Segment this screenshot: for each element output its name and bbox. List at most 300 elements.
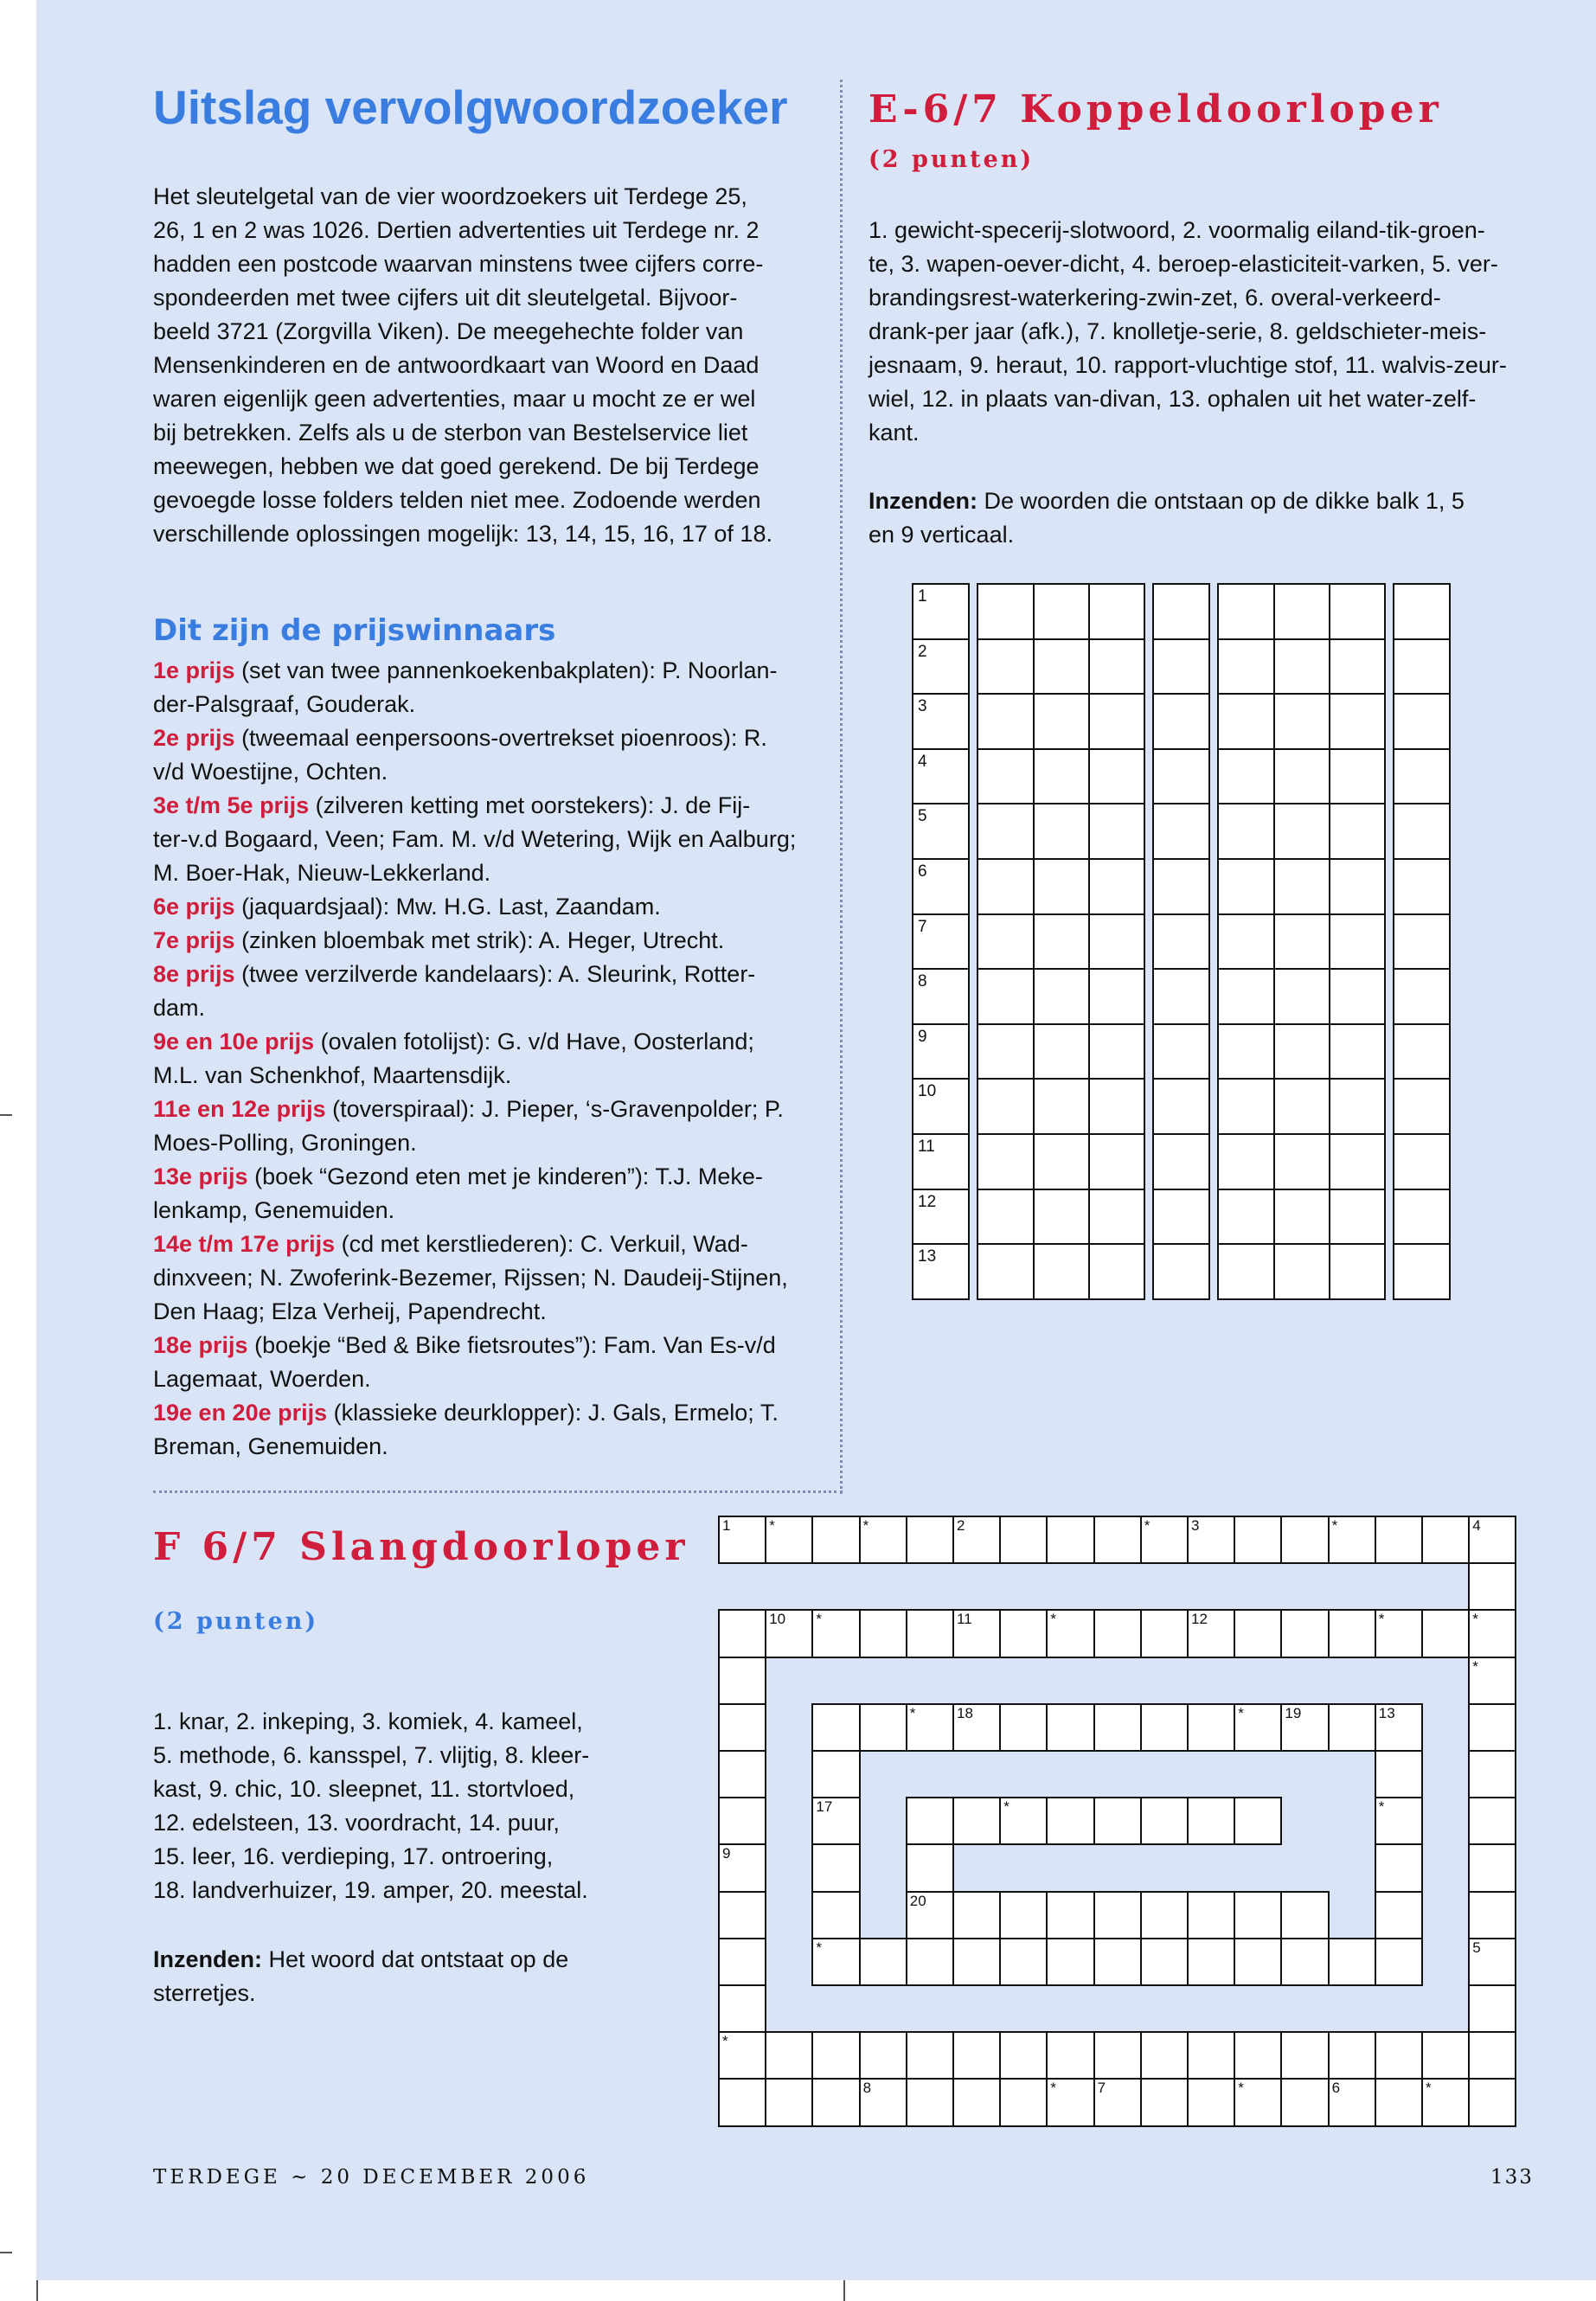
slang-cell: [1468, 1938, 1516, 1986]
star-marker: *: [816, 1939, 823, 1956]
koppel-cell: [977, 638, 1035, 695]
slang-cell: [1421, 2078, 1470, 2126]
winner-line: [153, 823, 871, 856]
koppel-cell: [1393, 693, 1451, 750]
slang-submit-text-1: Het woord dat ontstaat op de: [262, 1946, 569, 1972]
koppel-cell: [1033, 968, 1090, 1025]
slang-cell: [1234, 2078, 1282, 2126]
star-marker: *: [722, 2033, 728, 2050]
slang-cell: [999, 2031, 1048, 2080]
slang-cell: [1187, 1938, 1235, 1986]
magazine-page: [36, 0, 1596, 2280]
winner-line: [153, 1059, 871, 1093]
slang-cell: [999, 1891, 1048, 1939]
winner-text: der-Palsgraaf, Gouderak.: [153, 691, 416, 717]
slang-cell: [811, 2031, 860, 2080]
star-marker: *: [1238, 1704, 1244, 1721]
koppel-cell: [1217, 1023, 1275, 1080]
slang-cell: [1187, 1797, 1235, 1845]
koppel-cell: [1033, 803, 1090, 860]
koppel-number-cell: [912, 583, 970, 640]
koppel-cell: [1329, 693, 1386, 750]
koppel-cell: [1329, 1023, 1386, 1080]
slang-cell: [1280, 1703, 1329, 1752]
slang-cell: [1375, 1843, 1423, 1892]
koppel-cell: [1088, 748, 1145, 805]
winner-line: [153, 654, 871, 688]
slang-cell: [1140, 2031, 1189, 2080]
star-marker: *: [1472, 1657, 1478, 1675]
star-marker: *: [909, 1704, 916, 1721]
slang-cell-number: 1: [722, 1517, 731, 1534]
prize-label: 19e en 20e prijs: [153, 1400, 328, 1426]
koppel-clue-line: drank-per jaar (afk.), 7. knolletje-serie, 8. geldschieter-meis-: [869, 318, 1487, 344]
winner-text: (klassieke deurklopper): J. Gals, Ermelo; T.: [327, 1400, 779, 1426]
koppel-cell: [1273, 748, 1330, 805]
koppel-number-cell: [912, 968, 970, 1025]
koppel-cell: [1329, 638, 1386, 695]
koppel-cell: [1152, 1133, 1210, 1190]
slang-cell: [1375, 1516, 1423, 1564]
crop-mark: [843, 2280, 845, 2301]
koppel-number-cell: [912, 858, 970, 915]
koppel-cell: [1273, 1133, 1330, 1190]
winner-text: (cd met kerstliederen): C. Verkuil, Wad-: [335, 1231, 748, 1257]
koppel-clue-line: kant.: [869, 420, 920, 445]
koppel-cell: [1152, 1189, 1210, 1246]
winner-line: [153, 958, 871, 991]
slang-cell: [1234, 1797, 1282, 1845]
star-marker: *: [1144, 1517, 1151, 1534]
koppel-cell: [977, 968, 1035, 1025]
winner-line: [153, 1025, 871, 1059]
koppel-row-number: 10: [918, 1082, 937, 1101]
slang-cell: [1140, 1797, 1189, 1845]
slang-cell-number: 8: [862, 2080, 872, 2097]
star-marker: *: [1050, 1611, 1057, 1628]
slang-cell: [1187, 2031, 1235, 2080]
slang-cell: [1234, 2031, 1282, 2080]
koppel-cell: [1393, 638, 1451, 695]
slang-cell: [1093, 1516, 1142, 1564]
koppel-cell: [1273, 1078, 1330, 1135]
slang-cell: [1421, 1609, 1470, 1657]
prize-label: 11e en 12e prijs: [153, 1096, 326, 1122]
koppel-cell: [1033, 1133, 1090, 1190]
koppel-cell: [1152, 693, 1210, 750]
star-marker: *: [1472, 1611, 1478, 1628]
slang-cell: [1375, 1703, 1423, 1752]
crop-mark: [36, 2280, 38, 2301]
slang-cell: [1234, 1938, 1282, 1986]
slang-cell: [1140, 1938, 1189, 1986]
slang-submit-text-2: sterretjes.: [153, 1980, 256, 2006]
koppel-cell: [1329, 913, 1386, 971]
koppel-cell: [1217, 1133, 1275, 1190]
slang-cell-number: 3: [1191, 1517, 1200, 1534]
koppel-row-number: 2: [918, 642, 927, 661]
koppel-cell: [1088, 1078, 1145, 1135]
koppel-cell: [977, 913, 1035, 971]
winner-line: [153, 1396, 871, 1430]
koppel-row-number: 4: [918, 752, 927, 771]
slang-cell: [1234, 1891, 1282, 1939]
slang-cell-number: 7: [1097, 2080, 1106, 2097]
koppel-cell: [1329, 1189, 1386, 1246]
slang-cell: [1093, 2078, 1142, 2126]
prize-label: 13e prijs: [153, 1163, 248, 1189]
slang-cell: [765, 2078, 813, 2126]
slang-cell: [1280, 2078, 1329, 2126]
slang-cell: [952, 2078, 1001, 2126]
winner-text: dinxveen; N. Zwoferink-Bezemer, Rijssen; N. Daudeij-Stijnen,: [153, 1265, 788, 1291]
koppel-submit-text-2: en 9 verticaal.: [869, 522, 1015, 548]
prize-label: 14e t/m 17e prijs: [153, 1231, 336, 1257]
winner-text: dam.: [153, 995, 206, 1021]
winner-text: (boek “Gezond eten met je kinderen”): T.J. Meke-: [247, 1163, 763, 1189]
slang-cell: [765, 1516, 813, 1564]
winner-line: [153, 924, 871, 958]
star-marker: *: [1050, 2080, 1057, 2097]
koppel-cell: [1273, 693, 1330, 750]
slang-cell-number: 2: [957, 1517, 965, 1534]
slang-cell: [1046, 1891, 1094, 1939]
slang-cell: [1187, 1703, 1235, 1752]
slang-cell: [906, 1891, 954, 1939]
koppel-cell: [1217, 968, 1275, 1025]
koppel-cell: [1152, 638, 1210, 695]
slang-cell: [1468, 1562, 1516, 1611]
slang-cell: [1328, 1938, 1376, 1986]
koppel-cell: [1217, 1189, 1275, 1246]
slang-cell: [718, 1938, 766, 1986]
intro-line: verschillende oplossingen mogelijk: 13, 14, 15, 16, 17 of 18.: [153, 521, 772, 547]
koppel-cell: [1393, 583, 1451, 640]
slang-points: (2 punten): [153, 1608, 319, 1635]
koppel-row-number: 7: [918, 917, 927, 936]
slang-cell: [999, 1703, 1048, 1752]
slang-cell: [859, 2078, 907, 2126]
koppel-row-number: 3: [918, 697, 927, 716]
koppel-cell: [1273, 583, 1330, 640]
koppel-cell: [1393, 1078, 1451, 1135]
koppel-cell: [1152, 858, 1210, 915]
slang-cell: [999, 1516, 1048, 1564]
winner-text: Lagemaat, Woerden.: [153, 1366, 371, 1392]
slang-cell: [1140, 1891, 1189, 1939]
slang-cell: [1328, 2078, 1376, 2126]
slang-cell: [952, 1938, 1001, 1986]
slang-cell: [952, 1703, 1001, 1752]
koppel-cell: [977, 583, 1035, 640]
slang-cell: [1375, 1891, 1423, 1939]
koppel-row-number: 12: [918, 1192, 937, 1211]
koppel-cell: [1033, 1243, 1090, 1300]
koppel-cell: [1329, 748, 1386, 805]
koppel-cell: [977, 748, 1035, 805]
slang-cell: [1468, 1703, 1516, 1752]
star-marker: *: [769, 1517, 775, 1534]
slang-heading: F 6/7 Slangdoorloper: [153, 1525, 689, 1569]
prize-label: 7e prijs: [153, 927, 235, 953]
star-marker: *: [862, 1517, 869, 1534]
intro-line: waren eigenlijk geen advertenties, maar u mocht ze er wel: [153, 386, 756, 412]
crop-mark: [0, 2252, 12, 2253]
slang-cell-number: 11: [957, 1611, 972, 1628]
koppel-cell: [1033, 1023, 1090, 1080]
koppel-cell: [977, 803, 1035, 860]
koppel-number-cell: [912, 913, 970, 971]
koppel-submit: [869, 484, 1569, 552]
star-marker: *: [1331, 1517, 1338, 1534]
slang-cell: [1093, 1703, 1142, 1752]
winner-text: (zinken bloembak met strik): A. Heger, Utrecht.: [234, 927, 725, 953]
koppel-cell: [1152, 968, 1210, 1025]
slang-cell: [1234, 1703, 1282, 1752]
slang-cell: [811, 1750, 860, 1798]
koppel-clue-line: brandingsrest-waterkering-zwin-zet, 6. overal-verkeerd-: [869, 285, 1441, 311]
slang-cell: [1468, 2031, 1516, 2080]
slang-cell: [999, 1797, 1048, 1845]
koppel-clue-line: wiel, 12. in plaats van-divan, 13. ophalen uit het water-zelf-: [869, 386, 1477, 412]
slang-cell: [1046, 2031, 1094, 2080]
slang-cell: [1187, 1891, 1235, 1939]
koppel-cell: [1217, 748, 1275, 805]
winner-line: [153, 688, 871, 721]
koppel-submit-label: Inzenden:: [869, 488, 977, 514]
winner-line: [153, 755, 871, 789]
koppel-cell: [1088, 1023, 1145, 1080]
slang-cell: [1280, 1938, 1329, 1986]
slang-cell: [906, 1703, 954, 1752]
slang-cell: [906, 1609, 954, 1657]
star-marker: *: [1426, 2080, 1432, 2097]
winner-line: [153, 1227, 871, 1261]
slang-cell: [718, 1843, 766, 1892]
slang-cell: [952, 1891, 1001, 1939]
koppel-row-number: 9: [918, 1027, 927, 1046]
footer-publication: TERDEGE ~ 20 DECEMBER 2006: [153, 2166, 590, 2189]
slang-cell: [1140, 1516, 1189, 1564]
prize-label: 18e prijs: [153, 1332, 248, 1358]
intro-line: Mensenkinderen en de antwoordkaart van Woord en Daad: [153, 352, 760, 378]
koppel-cell: [1088, 913, 1145, 971]
slang-cell: [811, 1843, 860, 1892]
koppel-cell: [1393, 913, 1451, 971]
slang-cell: [1375, 1797, 1423, 1845]
slang-cell-number: 13: [1378, 1704, 1395, 1721]
koppel-cell: [977, 1078, 1035, 1135]
slang-cell: [1468, 1750, 1516, 1798]
slang-cell: [811, 1891, 860, 1939]
winner-text: Den Haag; Elza Verheij, Papendrecht.: [153, 1298, 547, 1324]
koppel-cell: [1393, 1189, 1451, 1246]
slang-cell: [952, 1516, 1001, 1564]
crop-mark: [0, 1114, 12, 1116]
winner-text: ter-v.d Bogaard, Veen; Fam. M. v/d Wetering, Wijk en Aalburg;: [153, 826, 797, 852]
slang-clue-line: 1. knar, 2. inkeping, 3. komiek, 4. kameel,: [153, 1708, 583, 1734]
koppel-cell: [1152, 1078, 1210, 1135]
winner-text: (boekje “Bed & Bike fietsroutes”): Fam. Van Es-v/d: [247, 1332, 776, 1358]
koppel-cell: [1217, 693, 1275, 750]
winner-text: Breman, Genemuiden.: [153, 1433, 388, 1459]
slang-cell: [999, 1609, 1048, 1657]
slang-cell: [1468, 1984, 1516, 2033]
koppel-row-number: 5: [918, 807, 927, 826]
winner-line: [153, 1362, 871, 1396]
slang-cell: [718, 2078, 766, 2126]
section-divider: [153, 1490, 843, 1493]
slang-cell: [1375, 1609, 1423, 1657]
slang-cell: [1375, 1938, 1423, 1986]
slang-cell: [1375, 1750, 1423, 1798]
slang-cell: [906, 2078, 954, 2126]
koppel-cell: [1088, 1189, 1145, 1246]
koppel-cell: [977, 1023, 1035, 1080]
koppel-points: (2 punten): [869, 146, 1035, 173]
slang-cell: [811, 1609, 860, 1657]
slang-cell: [1375, 2078, 1423, 2126]
page-title: Uitslag vervolgwoordzoeker: [153, 80, 788, 134]
slang-clue-line: 5. methode, 6. kansspel, 7. vlijtig, 8. kleer-: [153, 1742, 590, 1768]
star-marker: *: [1238, 2080, 1244, 2097]
koppel-cell: [1088, 1243, 1145, 1300]
intro-line: gevoegde losse folders telden niet mee. Zodoende werden: [153, 487, 761, 513]
slang-submit: [153, 1943, 707, 2010]
koppel-cell: [1393, 1023, 1451, 1080]
koppel-cell: [1217, 638, 1275, 695]
koppel-cell: [1088, 968, 1145, 1025]
page-number: 133: [1490, 2166, 1534, 2189]
prize-label: 3e t/m 5e prijs: [153, 792, 310, 818]
slang-cell: [906, 1843, 954, 1892]
winner-text: (twee verzilverde kandelaars): A. Sleurink, Rotter-: [234, 961, 756, 987]
koppel-cell: [1329, 583, 1386, 640]
winner-line: [153, 1295, 871, 1329]
star-marker: *: [1378, 1798, 1385, 1816]
slang-cell: [1234, 1516, 1282, 1564]
slang-cell: [906, 1938, 954, 1986]
koppel-cell: [1329, 1243, 1386, 1300]
slang-cell: [1093, 1938, 1142, 1986]
koppel-cell: [1088, 858, 1145, 915]
slang-cell-number: 18: [957, 1704, 973, 1721]
koppel-number-cell: [912, 1189, 970, 1246]
slang-cell-number: 6: [1331, 2080, 1341, 2097]
slang-cell: [859, 2031, 907, 2080]
slang-cell: [765, 1609, 813, 1657]
winner-line: [153, 721, 871, 755]
intro-line: hadden een postcode waarvan minstens twee cijfers corre-: [153, 251, 764, 277]
koppel-cell: [1217, 1243, 1275, 1300]
intro-line: beeld 3721 (Zorgvilla Viken). De meegehechte folder van: [153, 318, 744, 344]
slang-cell: [1375, 2031, 1423, 2080]
slang-cell: [859, 1609, 907, 1657]
slang-cell: [1046, 1516, 1094, 1564]
slang-cell: [1280, 2031, 1329, 2080]
koppel-row-number: 6: [918, 862, 927, 881]
slang-clue-line: 15. leer, 16. verdieping, 17. ontroering,: [153, 1843, 554, 1869]
koppel-number-cell: [912, 638, 970, 695]
slang-clue-line: 12. edelsteen, 13. voordracht, 14. puur,: [153, 1810, 560, 1836]
slang-cell: [1140, 2078, 1189, 2126]
slang-cell: [718, 1516, 766, 1564]
winner-text: (set van twee pannenkoekenbakplaten): P. Noorlan-: [234, 657, 778, 683]
slang-cell: [718, 1797, 766, 1845]
slang-cell: [811, 1516, 860, 1564]
slang-cell: [859, 1938, 907, 1986]
koppel-number-cell: [912, 1023, 970, 1080]
koppel-number-cell: [912, 1133, 970, 1190]
slang-cell: [999, 1938, 1048, 1986]
slang-cell: [1468, 1516, 1516, 1564]
koppel-number-cell: [912, 693, 970, 750]
koppel-cell: [1217, 803, 1275, 860]
koppel-cell: [977, 1243, 1035, 1300]
slang-cell: [1280, 1516, 1329, 1564]
koppel-cell: [1088, 1133, 1145, 1190]
slang-cell: [1421, 1516, 1470, 1564]
slang-submit-label: Inzenden:: [153, 1946, 262, 1972]
slang-cell: [1328, 1703, 1376, 1752]
slang-cell: [811, 1938, 860, 1986]
slang-cell: [952, 1609, 1001, 1657]
koppel-cell: [1152, 913, 1210, 971]
slang-cell: [1093, 2031, 1142, 2080]
slang-cell: [1093, 1609, 1142, 1657]
slang-cell-number: 9: [722, 1845, 731, 1862]
intro-line: spondeerden met twee cijfers uit dit sleutelgetal. Bijvoor-: [153, 285, 738, 311]
winner-line: [153, 1430, 871, 1464]
slang-cell: [718, 1703, 766, 1752]
koppel-clue-line: te, 3. wapen-oever-dicht, 4. beroep-elasticiteit-varken, 5. ver-: [869, 251, 1498, 277]
koppel-number-cell: [912, 803, 970, 860]
koppel-row-number: 8: [918, 972, 927, 991]
koppel-cell: [1217, 583, 1275, 640]
koppel-cell: [1393, 1133, 1451, 1190]
slang-cell: [1421, 2031, 1470, 2080]
winner-line: [153, 1160, 871, 1194]
slang-cell: [1046, 1938, 1094, 1986]
winner-line: [153, 856, 871, 890]
slang-clues: [153, 1705, 707, 1907]
slang-cell-number: 5: [1472, 1939, 1481, 1956]
slang-cell: [1280, 1891, 1329, 1939]
slang-cell: [1468, 1609, 1516, 1657]
slang-cell: [906, 2031, 954, 2080]
winner-line: [153, 1329, 871, 1362]
koppel-cell: [1033, 913, 1090, 971]
koppel-cell: [1152, 1023, 1210, 1080]
koppel-cell: [1273, 803, 1330, 860]
koppel-number-cell: [912, 1078, 970, 1135]
koppel-cell: [1393, 968, 1451, 1025]
slang-cell: [1046, 1609, 1094, 1657]
koppel-cell: [977, 858, 1035, 915]
koppel-cell: [1329, 803, 1386, 860]
koppel-cell: [1273, 858, 1330, 915]
winner-text: (tweemaal eenpersoons-overtrekset pioenroos): R.: [234, 725, 767, 751]
slang-cell: [718, 1984, 766, 2033]
winner-text: lenkamp, Genemuiden.: [153, 1197, 395, 1223]
slang-cell: [1140, 1609, 1189, 1657]
slang-cell: [1046, 2078, 1094, 2126]
winner-line: [153, 1126, 871, 1160]
slang-cell: [1468, 1657, 1516, 1705]
slang-cell: [906, 1516, 954, 1564]
winner-line: [153, 890, 871, 924]
koppel-cell: [1088, 638, 1145, 695]
